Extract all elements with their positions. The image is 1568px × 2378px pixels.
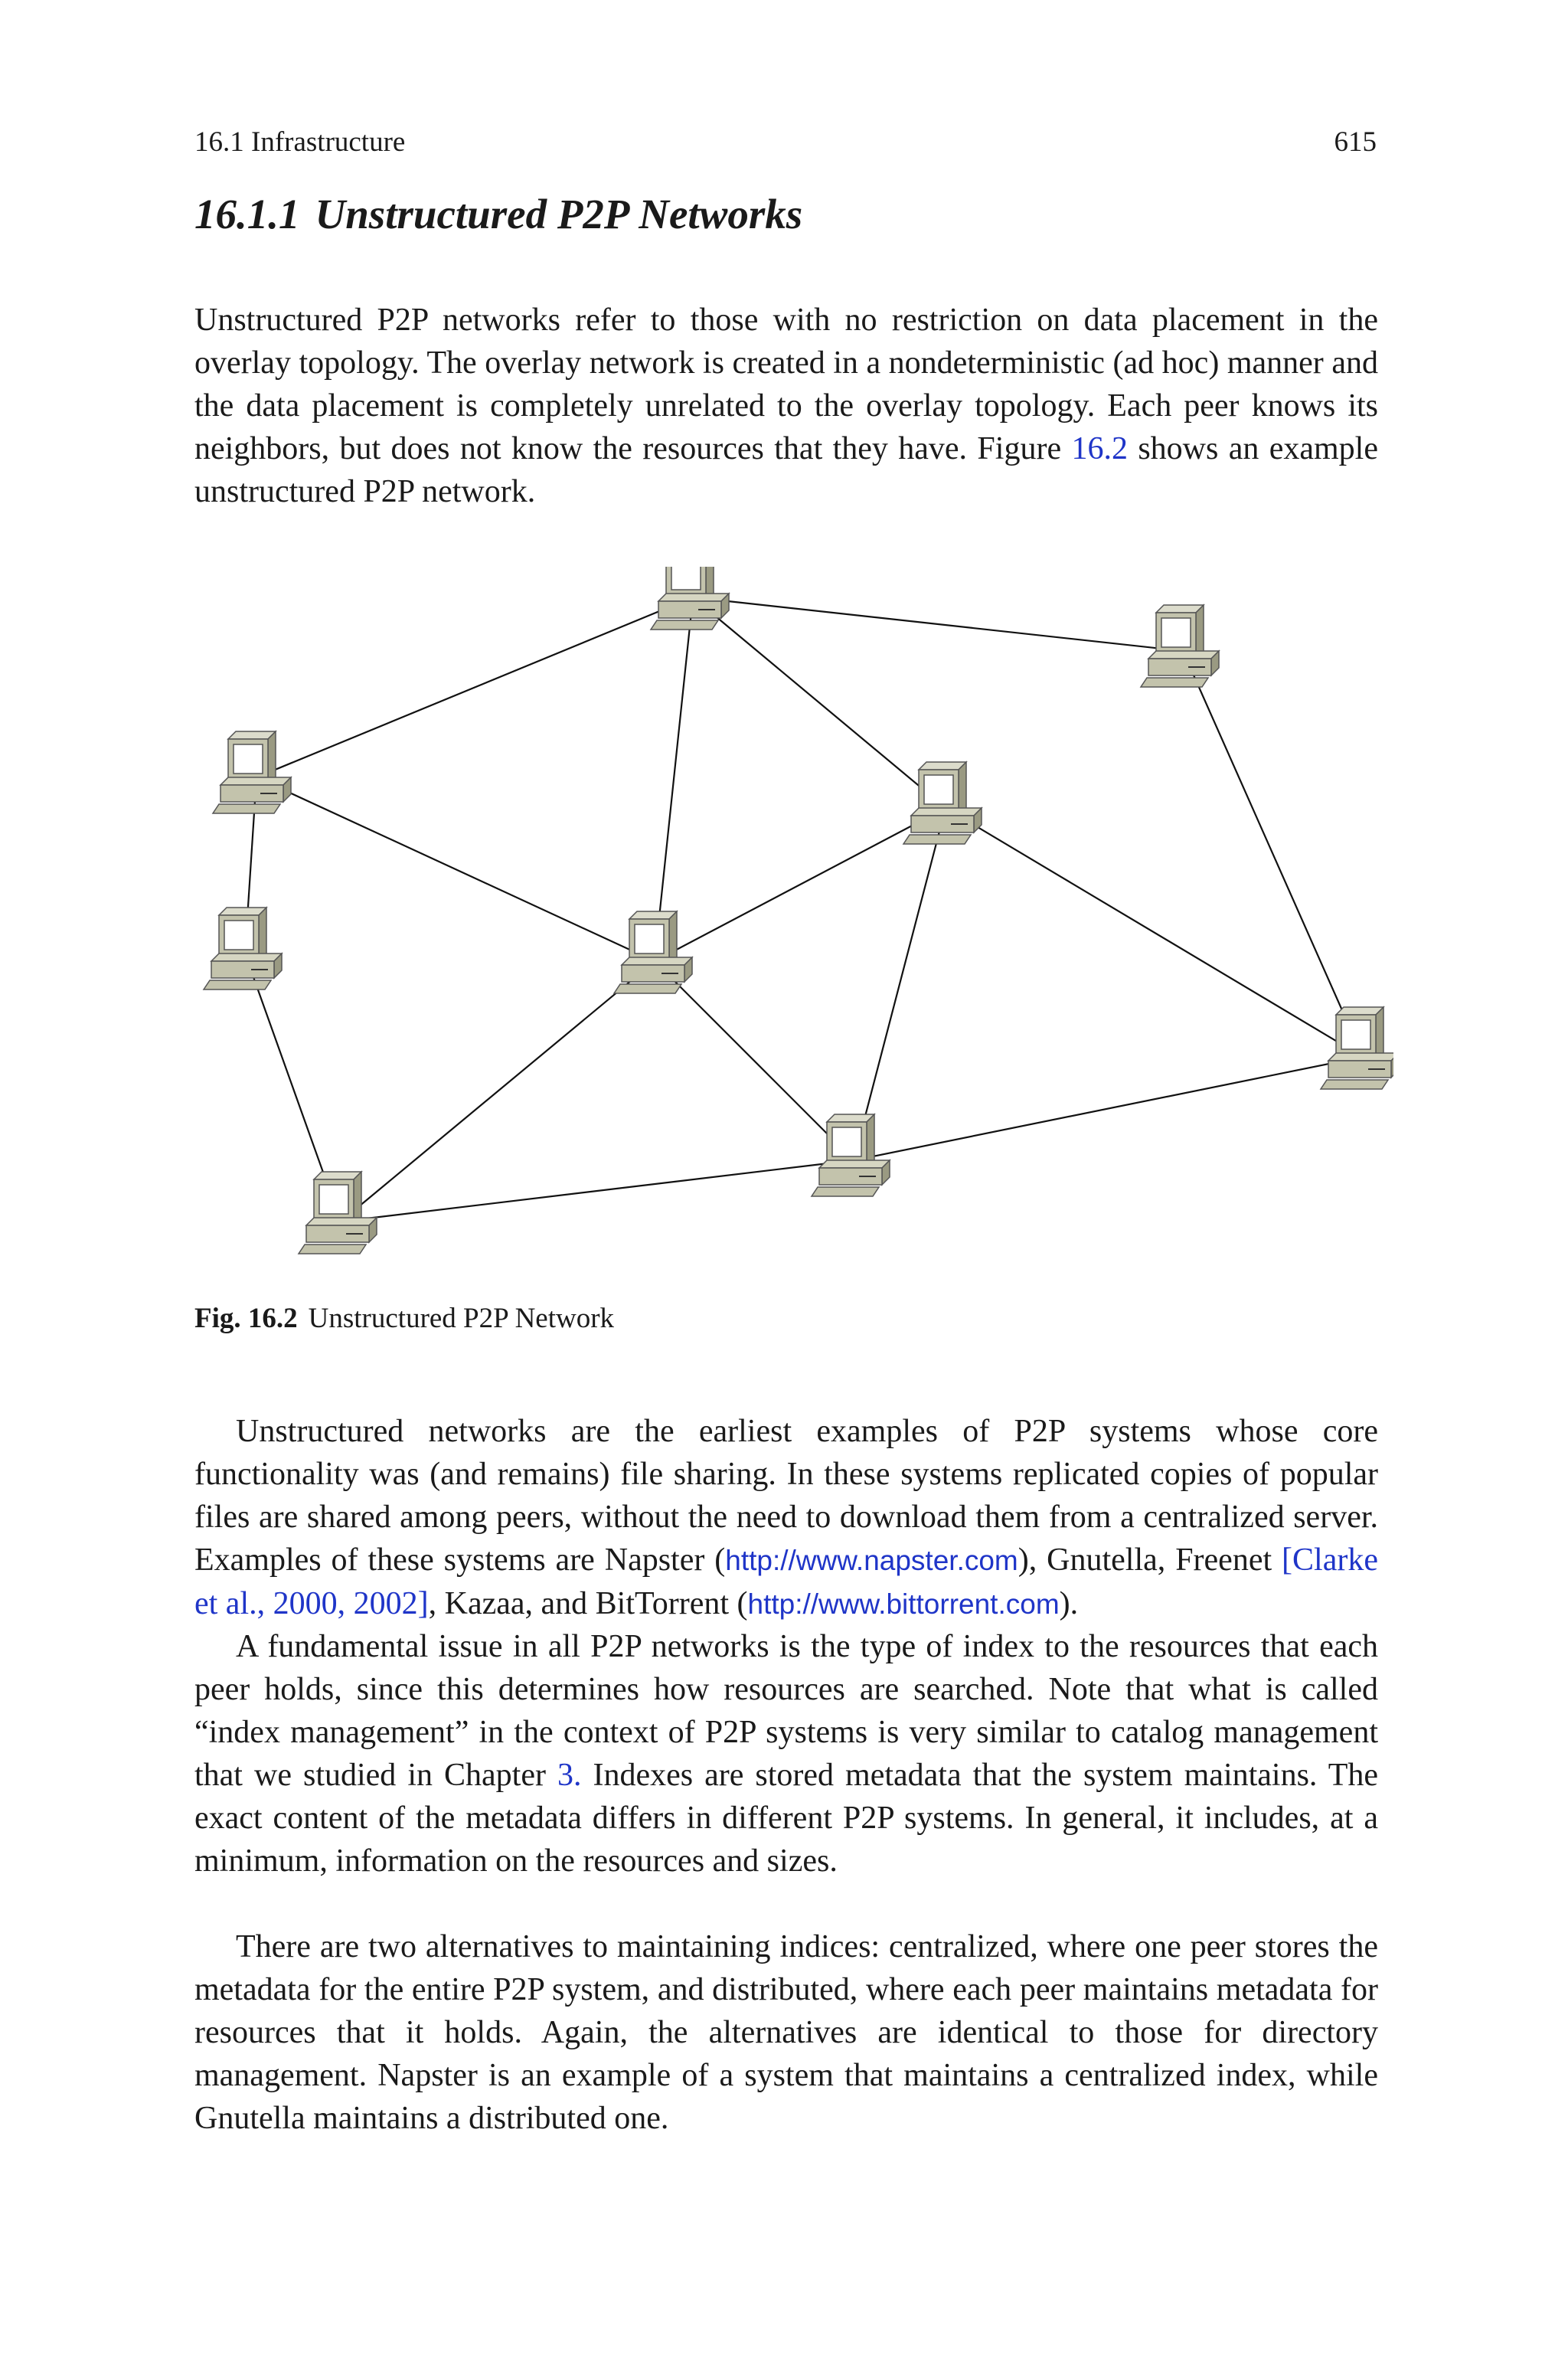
- desktop-computer-icon: [903, 762, 982, 844]
- paragraph-text: Unstructured P2P networks refer to those with no restriction on data placement in the overlay topology. The overlay network is created in a nondeterministic (ad hoc) manner and the data placement is completely unrelated to the overlay topology. Each peer knows its neighbors, but does not know the resources that they have. Figure: [194, 303, 1378, 466]
- desktop-computer-icon: [299, 1172, 377, 1254]
- bittorrent-url-link[interactable]: http://www.bittorrent.com: [747, 1588, 1060, 1620]
- paragraph-text: Unstructured networks are the earliest examples of P2P systems whose core functionality was (and remains) file sharing. In these systems replicated copies of popular files are shared among peers, without the need to download them from a centralized server. Examples of these systems are Napster (: [194, 1414, 1378, 1578]
- network-link: [655, 808, 946, 961]
- paragraph-text: shows an example unstructured P2P network.: [194, 431, 1378, 509]
- figure-caption: [194, 1302, 614, 1335]
- network-link: [1183, 651, 1363, 1057]
- network-link: [655, 597, 693, 961]
- network-link: [693, 597, 946, 808]
- network-link: [341, 1160, 854, 1222]
- chapter-reference-link[interactable]: 3.: [557, 1758, 582, 1793]
- section-number: 16.1.1: [194, 191, 300, 237]
- section-heading: [194, 190, 802, 238]
- network-link: [655, 961, 854, 1160]
- citation-link[interactable]: [Clarke et al., 2000, 2002]: [194, 1542, 1378, 1621]
- paragraph-text: ).: [1059, 1586, 1079, 1621]
- network-link: [256, 777, 655, 961]
- paragraph-index: [194, 1625, 1378, 1882]
- section-title-text: Unstructured P2P Networks: [315, 191, 803, 237]
- network-link: [341, 961, 655, 1222]
- paragraph-alternatives: There are two alternatives to maintaining indices: centralized, where one peer stores the metadata for the entire P2P system, and distributed, where each peer maintains metadata for resources that it holds. Again, the alternatives are identical to those for directory management. Napster is an example of a system that maintains a centralized index, while Gnutella maintains a distributed one.: [194, 1929, 1378, 2136]
- desktop-computer-icon: [614, 911, 692, 993]
- desktop-computer-icon: [1321, 1007, 1393, 1089]
- running-header-section: 16.1 Infrastructure: [194, 126, 406, 158]
- paragraph-text: Indexes are stored metadata that the system maintains. The exact content of the metadata differs in different P2P systems. In general, it includes, at a minimum, information on the resources and sizes.: [194, 1758, 1378, 1879]
- network-links: [245, 597, 1363, 1222]
- figure-caption-text: Unstructured P2P Network: [308, 1303, 615, 1334]
- network-link: [693, 597, 1183, 651]
- paragraph-text: , Kazaa, and BitTorrent (: [428, 1586, 748, 1621]
- desktop-computer-icon: [1141, 605, 1219, 687]
- figure-reference-link[interactable]: 16.2: [1071, 431, 1128, 466]
- network-link: [256, 597, 693, 777]
- figure-label: Fig. 16.2: [194, 1303, 298, 1334]
- desktop-computer-icon: [204, 908, 282, 989]
- paragraph-text: ), Gnutella, Freenet: [1018, 1542, 1282, 1578]
- network-link: [854, 1057, 1363, 1160]
- desktop-computer-icon: [651, 567, 729, 630]
- network-link: [854, 808, 946, 1160]
- network-link: [946, 808, 1363, 1057]
- desktop-computer-icon: [213, 731, 291, 813]
- page-number: 615: [1334, 126, 1377, 158]
- paragraph-text: A fundamental issue in all P2P networks is the type of index to the resources that each peer holds, since this determines how resources are searched. Note that what is called “index management” in the context of P2P systems is very similar to catalog management that we studied in Chapter: [194, 1629, 1378, 1793]
- paragraph-intro: [194, 299, 1378, 513]
- network-diagram: [184, 567, 1393, 1287]
- paragraph-examples: [194, 1410, 1378, 1626]
- napster-url-link[interactable]: http://www.napster.com: [725, 1545, 1018, 1576]
- network-peers: [204, 567, 1393, 1254]
